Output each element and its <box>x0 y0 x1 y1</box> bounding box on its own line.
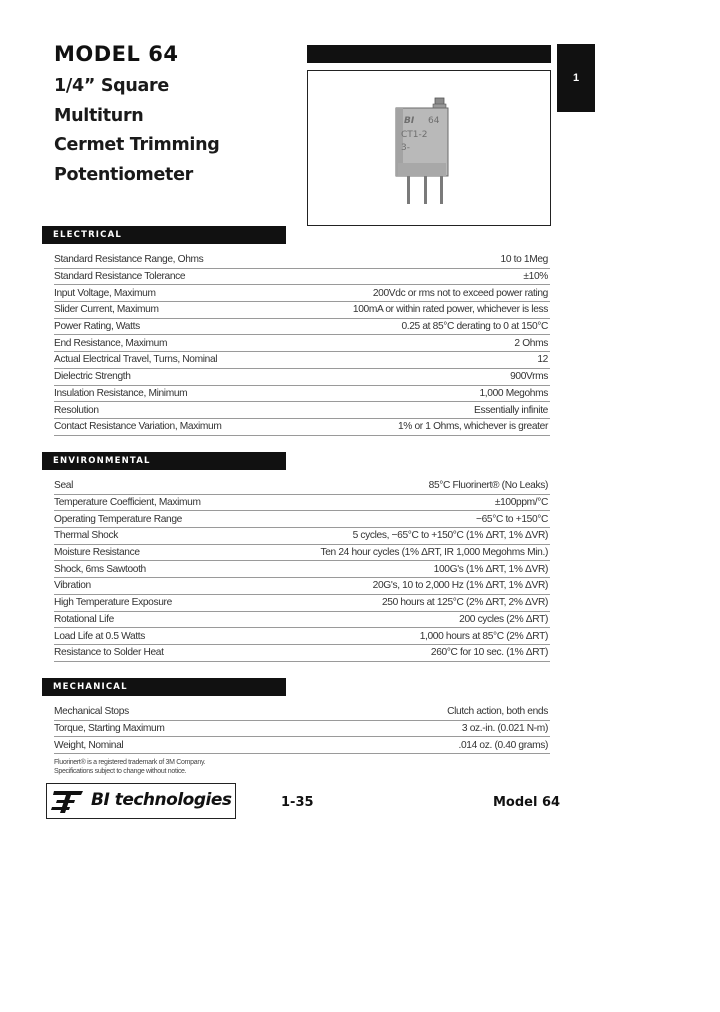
page-title: MODEL 64 <box>54 42 179 66</box>
table-row: Seal 85°C Fluorinert® (No Leaks) <box>54 478 550 495</box>
footnote-trademark: Fluorinert® is a registered trademark of 3M Company. <box>54 759 206 766</box>
table-row: Rotational Life 200 cycles (2% ΔRT) <box>54 612 550 629</box>
footnote <box>54 758 205 776</box>
section-header-mechanical: MECHANICAL <box>42 678 286 696</box>
table-row: Contact Resistance Variation, Maximum 1% or 1 Ohms, whichever is greater <box>54 419 550 436</box>
electrical-section <box>42 226 550 436</box>
table-row: Mechanical Stops Clutch action, both ends <box>54 704 550 721</box>
bi-logo-icon <box>51 787 87 815</box>
subtitle-line-2: Multiturn <box>54 105 144 126</box>
section-tab: 1 <box>557 44 595 112</box>
table-row: Resolution Essentially infinite <box>54 402 550 419</box>
photo-header-bar <box>307 45 551 63</box>
table-row: Power Rating, Watts 0.25 at 85°C derating to 0 at 150°C <box>54 319 550 336</box>
svg-text:CT1-2: CT1-2 <box>401 130 428 140</box>
title-block <box>54 42 220 190</box>
table-row: Load Life at 0.5 Watts 1,000 hours at 85°C (2% ΔRT) <box>54 628 550 645</box>
table-row: Weight, Nominal .014 oz. (0.40 grams) <box>54 737 550 754</box>
footer-model-name: Model 64 <box>493 795 561 810</box>
table-row: Shock, 6ms Sawtooth 100G's (1% ΔRT, 1% ΔVR) <box>54 561 550 578</box>
subtitle-line-1: 1/4” Square <box>54 76 169 96</box>
table-row: Insulation Resistance, Minimum 1,000 Megohms <box>54 386 550 403</box>
table-row: Standard Resistance Tolerance ±10% <box>54 269 550 286</box>
table-row: Temperature Coefficient, Maximum ±100ppm/°C <box>54 495 550 512</box>
page-number: 1-35 <box>281 795 314 810</box>
mechanical-section <box>42 678 550 754</box>
svg-text:BI: BI <box>404 116 415 126</box>
subtitle-line-3: Cermet Trimming <box>54 135 220 155</box>
logo-text: BI technologies <box>91 790 232 810</box>
table-row: Moisture Resistance Ten 24 hour cycles (1% ΔRT, IR 1,000 Megohms Min.) <box>54 545 550 562</box>
table-row: Resistance to Solder Heat 260°C for 10 sec. (1% ΔRT) <box>54 645 550 662</box>
table-row: Thermal Shock 5 cycles, −65°C to +150°C (1% ΔRT, 1% ΔVR) <box>54 528 550 545</box>
company-logo <box>46 783 236 819</box>
footnote-specifications: Specifications subject to change without notice. <box>54 768 187 775</box>
table-row: Standard Resistance Range, Ohms 10 to 1Meg <box>54 252 550 269</box>
product-photo <box>307 70 551 226</box>
table-row: End Resistance, Maximum 2 Ohms <box>54 335 550 352</box>
svg-text:3-: 3- <box>401 143 410 153</box>
environmental-section <box>42 452 550 662</box>
table-row: Actual Electrical Travel, Turns, Nominal 12 <box>54 352 550 369</box>
table-row: Vibration 20G's, 10 to 2,000 Hz (1% ΔRT, 1% ΔVR) <box>54 578 550 595</box>
table-row: Input Voltage, Maximum 200Vdc or rms not to exceed power rating <box>54 285 550 302</box>
section-header-electrical: ELECTRICAL <box>42 226 286 244</box>
section-header-environmental: ENVIRONMENTAL <box>42 452 286 470</box>
table-row: Slider Current, Maximum 100mA or within rated power, whichever is less <box>54 302 550 319</box>
svg-text:64: 64 <box>428 116 440 126</box>
table-row: Torque, Starting Maximum 3 oz.-in. (0.021 N-m) <box>54 721 550 738</box>
potentiometer-illustration <box>308 71 550 225</box>
table-row: Dielectric Strength 900Vrms <box>54 369 550 386</box>
table-row: Operating Temperature Range −65°C to +150°C <box>54 511 550 528</box>
table-row: High Temperature Exposure 250 hours at 125°C (2% ΔRT, 2% ΔVR) <box>54 595 550 612</box>
subtitle-line-4: Potentiometer <box>54 164 193 185</box>
